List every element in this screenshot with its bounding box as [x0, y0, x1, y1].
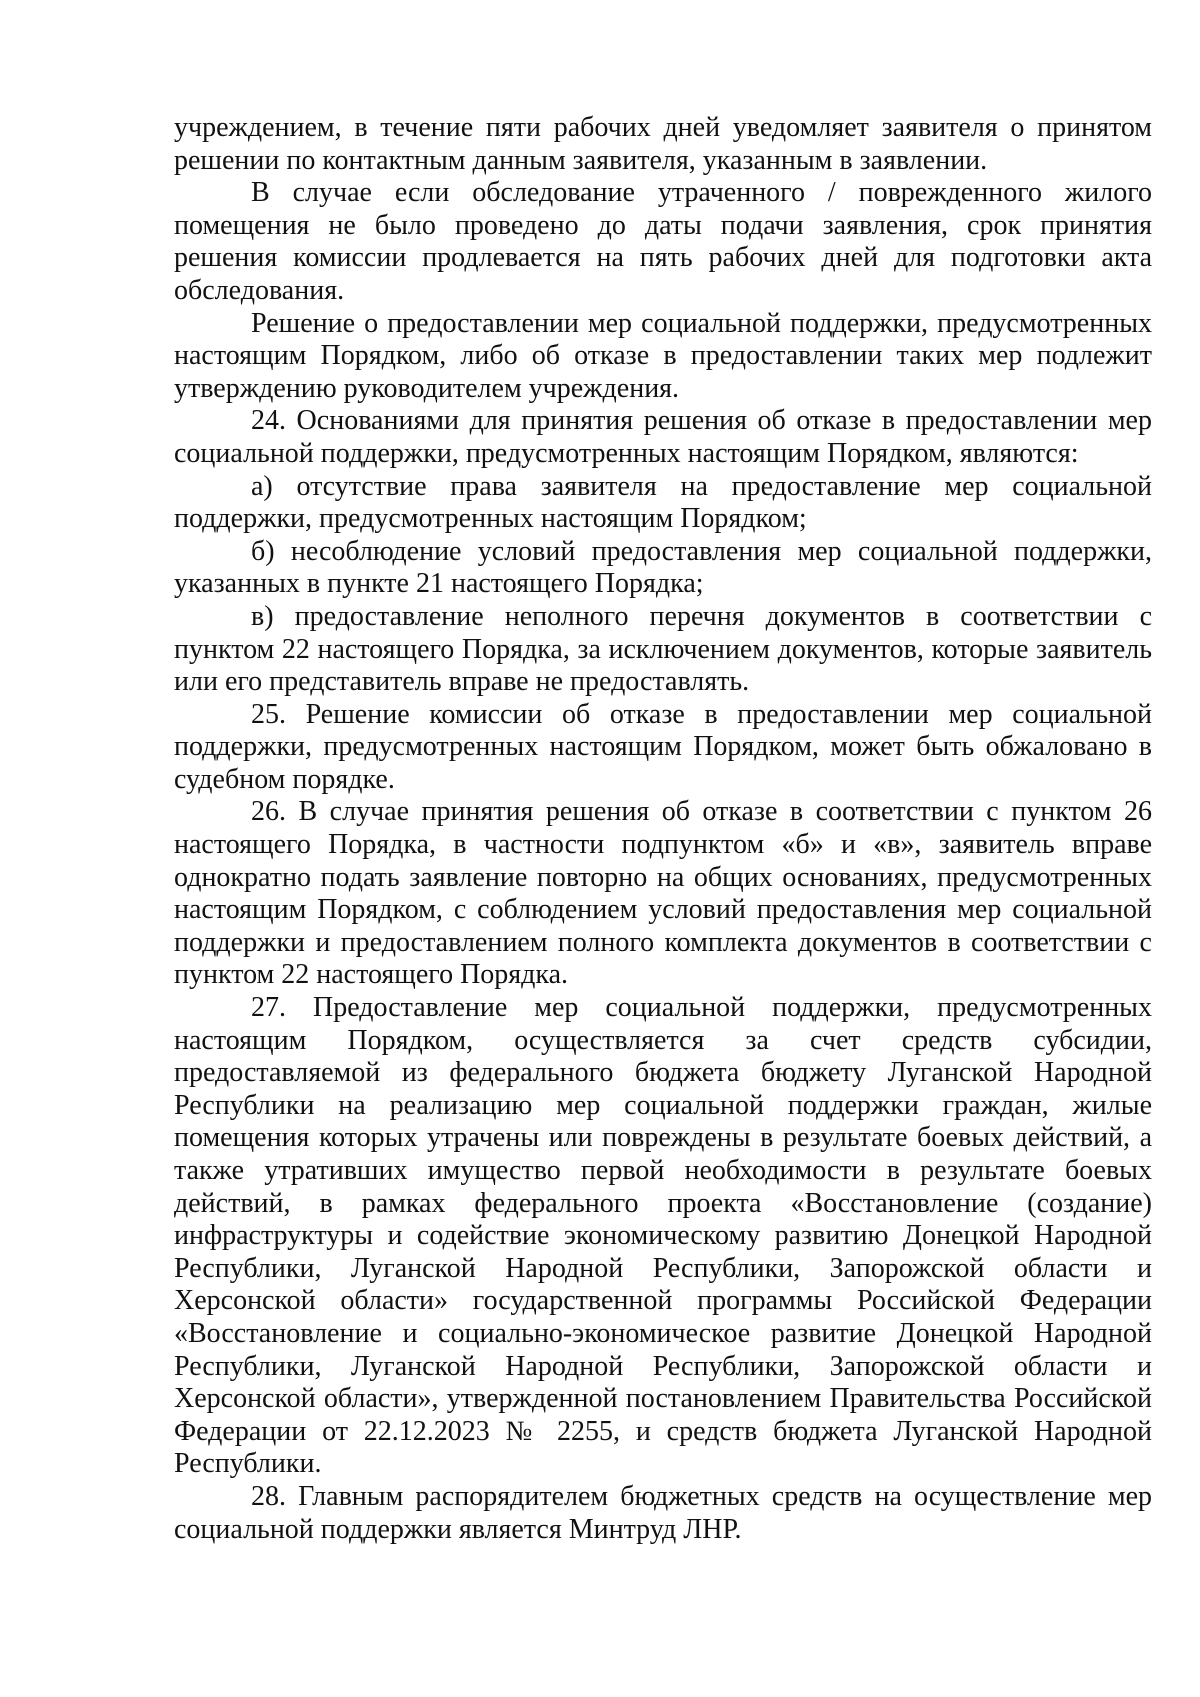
paragraph-continuation: учреждением, в течение пяти рабочих дней уведомляет заявителя о принятом решении по контактным данным заявителя, указанным в заявлении.: [174, 112, 1152, 176]
clause-28: 28. Главным распорядителем бюджетных средств на осуществление мер социальной поддержки является Минтруд ЛНР.: [174, 1480, 1152, 1545]
clause-26: 26. В случае принятия решения об отказе в соответствии с пунктом 26 настоящего Порядка, в частности подпунктом «б» и «в», заявитель вправе однократно подать заявление повторно на общих основаниях, предусмотренных настоящим Порядком, с соблюдением условий предоставления мер социальной поддержки и предоставлением полного комплекта документов в соответствии с пунктом 22 настоящего Порядка.: [174, 796, 1152, 991]
clause-24-v: в) предоставление неполного перечня документов в соответствии с пунктом 22 настоящего Порядка, за исключением документов, которые заявитель или его представитель вправе не предоставлять.: [174, 600, 1152, 698]
clause-25: 25. Решение комиссии об отказе в предоставлении мер социальной поддержки, предусмотренных настоящим Порядком, может быть обжаловано в судебном порядке.: [174, 698, 1152, 795]
clause-24-a: а) отсутствие права заявителя на предоставление мер социальной поддержки, предусмотренных настоящим Порядком;: [174, 470, 1152, 535]
clause-27: 27. Предоставление мер социальной поддержки, предусмотренных настоящим Порядком, осуществляется за счет средств субсидии, предоставляемой из федерального бюджета бюджету Луганской Народной Республики на реализацию мер социальной поддержки граждан, жилые помещения которых утрачены или повреждены в результате боевых действий, а также утративших имущество первой необходимости в результате боевых действий, в рамках федерального проекта «Восстановление (создание) инфраструктуры и содействие экономическому развитию Донецкой Народной Республики, Луганской Народной Республики, Запорожской области и Херсонской области» государственной программы Российской Федерации «Восстановление и социально-экономическое развитие Донецкой Народной Республики, Луганской Народной Республики, Запорожской области и Херсонской области», утвержденной постановлением Правительства Российской Федерации от 22.12.2023 № 2255, и средств бюджета Луганской Народной Республики.: [174, 992, 1152, 1480]
clause-24-b: б) несоблюдение условий предоставления мер социальной поддержки, указанных в пункте 21 настоящего Порядка;: [174, 535, 1152, 600]
paragraph-decision-approval: Решение о предоставлении мер социальной поддержки, предусмотренных настоящим Порядком, либо об отказе в предоставлении таких мер подлежит утверждению руководителем учреждения.: [174, 307, 1152, 404]
document-page: [174, 112, 1152, 1546]
paragraph-inspection-extension: В случае если обследование утраченного / поврежденного жилого помещения не было проведено до даты подачи заявления, срок принятия решения комиссии продлевается на пять рабочих дней для подготовки акта обследования.: [174, 177, 1152, 306]
clause-24: 24. Основаниями для принятия решения об отказе в предоставлении мер социальной поддержки, предусмотренных настоящим Порядком, являются:: [174, 405, 1152, 469]
